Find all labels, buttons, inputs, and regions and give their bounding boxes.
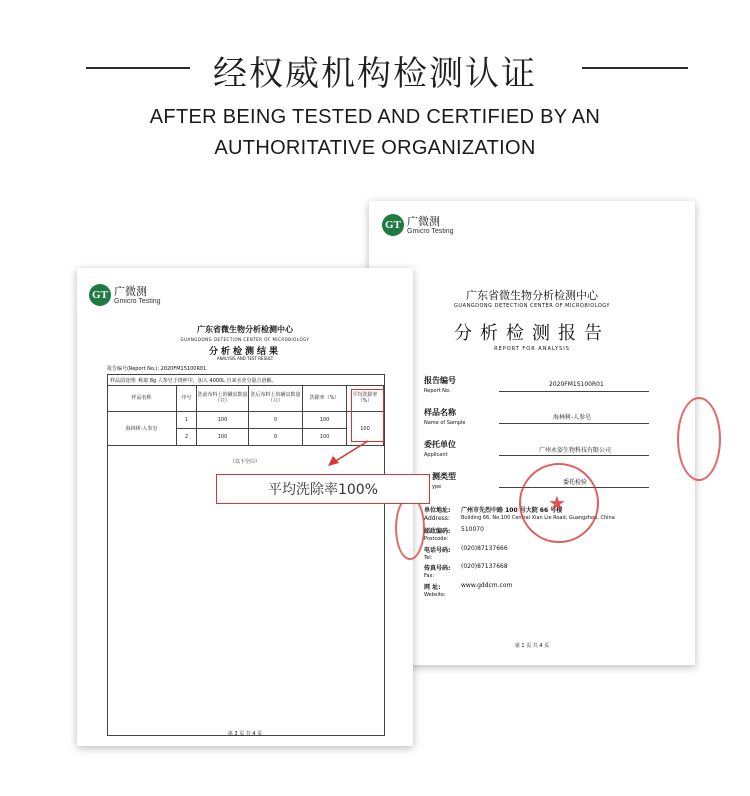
seal-star-icon: ★ — [548, 491, 566, 515]
center-name-cn: 广东省微生物分析检测中心 — [197, 325, 293, 334]
info-value: (020)87137668 — [461, 563, 508, 570]
table-cell: 1 — [177, 412, 197, 429]
table-header-cell: 洗前布料上的螨虫数量（只） — [197, 385, 249, 412]
center-name-en: GUANGDONG DETECTION CENTER OF MICROBIOLOGY — [180, 337, 310, 342]
page-number: 第 3 页 共 4 页 — [227, 731, 263, 737]
field-label-en: Report No. — [424, 388, 451, 394]
field-value: 海林树-人参皂 — [553, 414, 592, 421]
info-value: www.gddcm.com — [461, 582, 513, 589]
center-name-cn: 广东省微生物分析检测中心 — [466, 289, 598, 302]
logo-name-en: Gmicro Testing — [407, 227, 454, 235]
table-cell: 2 — [177, 429, 197, 446]
info-label: 单位地址: — [424, 507, 451, 514]
report-number: 报告编号(Report No.): 2020FM15100R01 — [107, 366, 207, 372]
table-header-cell: 样品名称 — [107, 385, 177, 412]
field-value: 2020FM15100R01 — [549, 381, 604, 388]
info-label: 电话号码: — [424, 547, 451, 554]
logo-name-en: Gmicro Testing — [114, 297, 161, 305]
table-cell: 0 — [249, 412, 303, 429]
blank-note: （以下空白） — [229, 459, 260, 465]
field-label-cn: 委托单位 — [424, 440, 456, 449]
info-label: Website: — [424, 592, 446, 598]
field-label-cn: 测类型 — [432, 472, 456, 481]
table-header-cell: 平均洗除率（%） — [347, 385, 384, 412]
info-label: 传真号码: — [424, 565, 451, 572]
info-label: Tel: — [424, 555, 433, 561]
report-title-cn: 分析检测报告 — [454, 323, 610, 344]
field-value: 委托检验 — [563, 479, 588, 486]
report-title-en: REPORT FOR ANALYSIS — [494, 346, 570, 352]
table-cell: 100 — [197, 429, 249, 446]
average-rate-cell: 100 — [347, 412, 384, 446]
table-header-cell: 洗除率（%） — [303, 385, 347, 412]
field-value: 广州永姿生物科技有限公司 — [539, 447, 612, 454]
method-note: 样品前处理: 称取 8g 人参皂于烧杯中，加入 4000L 自来水充分混合溶解。 — [110, 378, 277, 384]
field-label-en: Name of Sample — [424, 420, 466, 426]
info-label: 邮政编码: — [424, 528, 451, 535]
result-title-en: ANALYSIS AND TEST RESULT — [216, 356, 274, 361]
info-value: Building 66, No.100 Central Xian Lie Road, Guangzhou, China — [461, 515, 615, 521]
table-cell: 0 — [249, 429, 303, 446]
table-header-cell: 洗后布料上的螨虫数量（只） — [249, 385, 303, 412]
table-header-cell: 序号 — [177, 385, 197, 412]
table-cell: 100 — [303, 412, 347, 429]
subtitle-line-1: AFTER BEING TESTED AND CERTIFIED BY AN — [149, 106, 601, 128]
info-label: Postcode: — [424, 536, 449, 542]
gt-logo-icon: GT — [89, 284, 111, 306]
subtitle-line-2: AUTHORITATIVE ORGANIZATION — [214, 137, 536, 159]
logo-name-cn: 广微测 — [407, 214, 440, 228]
field-label-en: Applicant — [424, 452, 448, 458]
info-label: Address: — [424, 515, 450, 522]
average-rate-callout: 平均洗除率100% — [216, 474, 430, 504]
page-title: 经权威机构检测认证 — [213, 54, 537, 94]
field-label-en: ype — [432, 484, 442, 490]
result-title-cn: 分析检测结果 — [208, 347, 281, 357]
field-label-cn: 样品名称 — [424, 408, 456, 417]
logo-name-cn: 广微测 — [114, 284, 147, 298]
table-cell: 100 — [303, 429, 347, 446]
info-value: 广州市先烈中路 100 号大院 66 号楼 — [461, 507, 563, 514]
info-label: 网 址: — [424, 584, 441, 591]
table-cell: 100 — [197, 412, 249, 429]
info-value: 510070 — [461, 526, 484, 533]
info-value: (020)87137666 — [461, 545, 508, 552]
info-label: Fax: — [424, 573, 435, 579]
field-label-cn: 报告编号 — [424, 376, 456, 385]
page-number: 第 1 页 共 4 页 — [514, 643, 550, 649]
center-name-en: GUANGDONG DETECTION CENTER OF MICROBIOLOGY — [454, 303, 610, 309]
gt-logo-icon: GT — [382, 214, 404, 236]
sample-name-cell: 海林树-人参皂 — [107, 412, 177, 446]
